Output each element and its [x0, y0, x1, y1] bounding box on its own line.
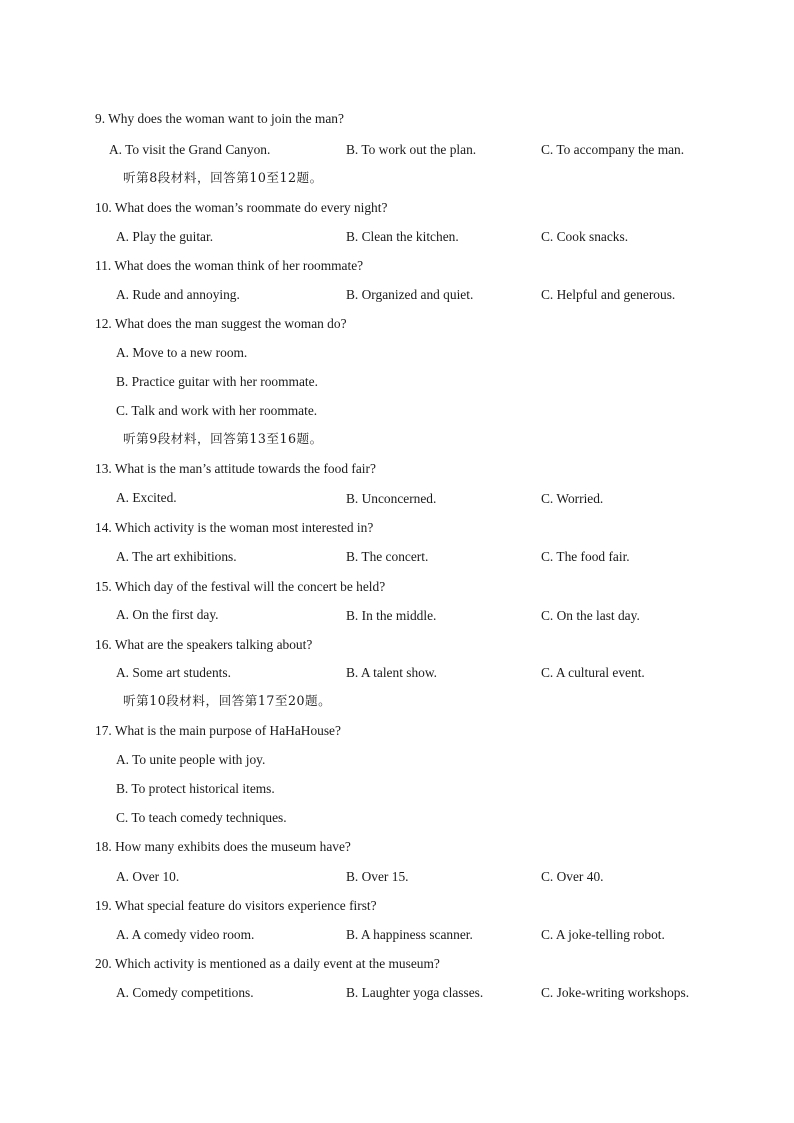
question-14: 14. Which activity is the woman most interested in? [95, 520, 374, 535]
option-10a: A. Play the guitar. [116, 229, 214, 244]
option-16b: B. A talent show. [346, 665, 438, 680]
option-14a: A. The art exhibitions. [116, 549, 237, 564]
option-12b: B. Practice guitar with her roommate. [116, 374, 318, 389]
option-9b: B. To work out the plan. [346, 142, 477, 157]
option-11a: A. Rude and annoying. [116, 287, 240, 302]
option-12a: A. Move to a new room. [116, 345, 248, 360]
option-19a: A. A comedy video room. [116, 927, 255, 942]
question-16: 16. What are the speakers talking about? [95, 637, 313, 652]
section-8-instruction: 听第8段材料，回答第10至12题。 [123, 170, 323, 185]
option-9a: A. To visit the Grand Canyon. [109, 142, 271, 157]
option-18b: B. Over 15. [346, 869, 409, 884]
question-20: 20. Which activity is mentioned as a daily event at the museum? [95, 956, 440, 971]
option-18c: C. Over 40. [541, 869, 604, 884]
option-16a: A. Some art students. [116, 665, 231, 680]
question-18: 18. How many exhibits does the museum have? [95, 839, 351, 854]
option-13c: C. Worried. [541, 491, 604, 506]
question-9: 9. Why does the woman want to join the man? [95, 111, 344, 126]
question-17: 17. What is the main purpose of HaHaHouse? [95, 723, 341, 738]
question-10: 10. What does the woman’s roommate do every night? [95, 200, 388, 215]
option-15c: C. On the last day. [541, 608, 640, 623]
option-20a: A. Comedy competitions. [116, 985, 254, 1000]
option-19b: B. A happiness scanner. [346, 927, 473, 942]
section-9-instruction: 听第9段材料，回答第13至16题。 [123, 431, 323, 446]
option-14b: B. The concert. [346, 549, 429, 564]
option-9c: C. To accompany the man. [541, 142, 685, 157]
question-12: 12. What does the man suggest the woman do? [95, 316, 347, 331]
option-10c: C. Cook snacks. [541, 229, 629, 244]
option-17b: B. To protect historical items. [116, 781, 275, 796]
option-20c: C. Joke-writing workshops. [541, 985, 690, 1000]
option-10b: B. Clean the kitchen. [346, 229, 459, 244]
option-15b: B. In the middle. [346, 608, 437, 623]
option-19c: C. A joke-telling robot. [541, 927, 665, 942]
section-10-instruction: 听第10段材料，回答第17至20题。 [123, 693, 332, 708]
option-17c: C. To teach comedy techniques. [116, 810, 287, 825]
option-11c: C. Helpful and generous. [541, 287, 676, 302]
option-20b: B. Laughter yoga classes. [346, 985, 484, 1000]
question-19: 19. What special feature do visitors experience first? [95, 898, 377, 913]
option-16c: C. A cultural event. [541, 665, 645, 680]
option-17a: A. To unite people with joy. [116, 752, 266, 767]
option-18a: A. Over 10. [116, 869, 180, 884]
question-13: 13. What is the man’s attitude towards the food fair? [95, 461, 376, 476]
question-11: 11. What does the woman think of her roommate? [95, 258, 364, 273]
option-13a: A. Excited. [116, 490, 177, 505]
option-15a: A. On the first day. [116, 607, 219, 622]
option-11b: B. Organized and quiet. [346, 287, 474, 302]
option-12c: C. Talk and work with her roommate. [116, 403, 318, 418]
option-14c: C. The food fair. [541, 549, 630, 564]
question-15: 15. Which day of the festival will the concert be held? [95, 579, 386, 594]
option-13b: B. Unconcerned. [346, 491, 437, 506]
